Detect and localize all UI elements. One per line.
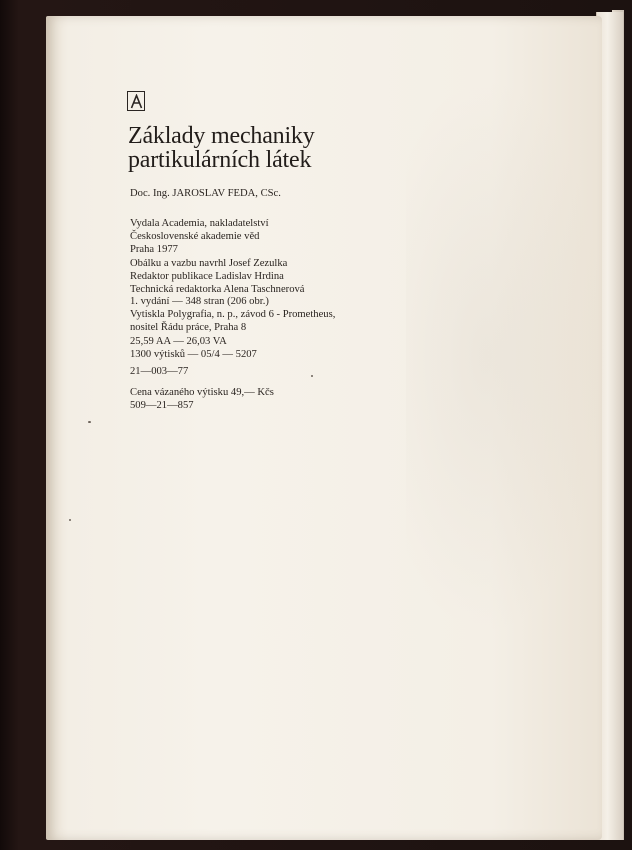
book-title (128, 124, 315, 172)
price-block (130, 386, 274, 412)
price-line: 509—21—857 (130, 400, 194, 412)
book-title-line-1: Základy mechaniky (128, 123, 315, 149)
printing-line: nositel Řádu práce, Praha 8 (130, 322, 247, 334)
publisher-line: Redaktor publikace Ladislav Hrdina (130, 270, 284, 282)
publisher-line: Technická redaktorka Alena Taschnerová (130, 283, 305, 295)
academia-logo-icon (127, 91, 145, 111)
printing-line: 1300 výtisků — 05/4 — 5207 (130, 348, 257, 360)
catalog-code: 21—003—77 (130, 366, 189, 377)
book-title-line-2: partikulárních látek (128, 147, 312, 173)
publisher-line: Československé akademie věd (130, 231, 260, 243)
printing-line: Vytiskla Polygrafia, n. p., závod 6 - Prometheus, (130, 309, 336, 321)
publisher-line: Praha 1977 (130, 244, 178, 256)
publisher-block (130, 217, 305, 296)
show-through (406, 76, 606, 636)
price-line: Cena vázaného výtisku 49,— Kčs (130, 387, 274, 398)
publisher-line: Obálku a vazbu navrhl Josef Zezulka (130, 257, 288, 269)
publisher-line: Vydala Academia, nakladatelství (130, 218, 269, 229)
paper-speck (311, 375, 313, 377)
paper-speck (88, 421, 91, 423)
printing-line: 1. vydání — 348 stran (206 obr.) (130, 296, 269, 307)
printing-block (130, 295, 335, 361)
paper-speck (69, 519, 71, 521)
author: Doc. Ing. JAROSLAV FEDA, CSc. (130, 188, 281, 199)
printing-line: 25,59 AA — 26,03 VA (130, 335, 227, 347)
